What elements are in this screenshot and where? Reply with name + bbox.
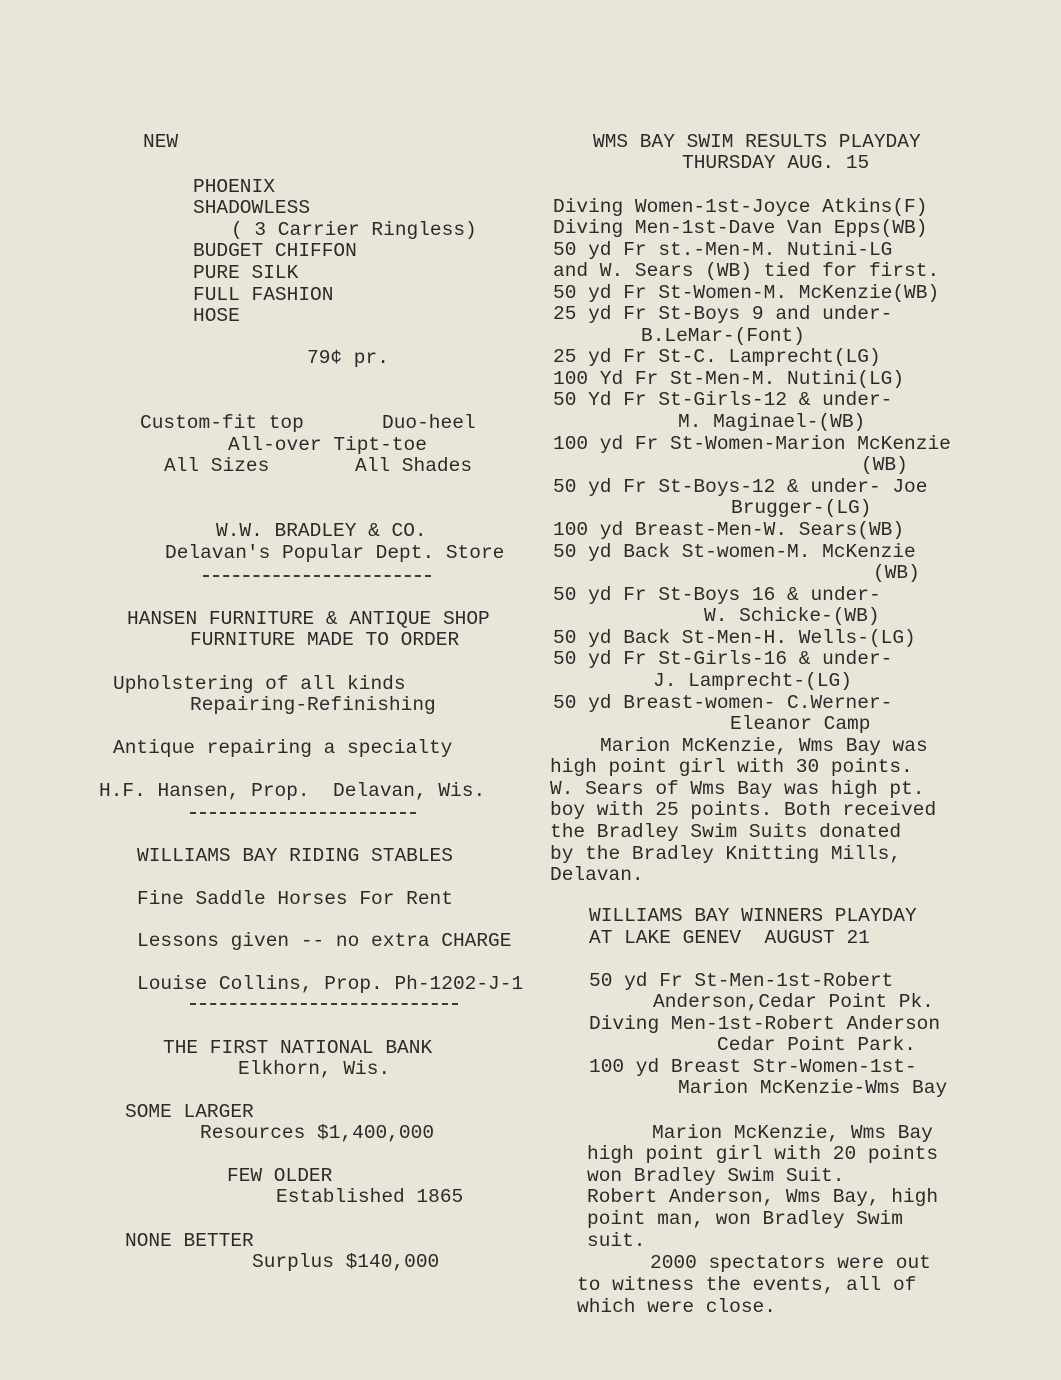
result-line: 25 yd Fr St-C. Lamprecht(LG): [553, 346, 881, 368]
hose-line: FULL FASHION: [193, 284, 334, 306]
stables-line: Fine Saddle Horses For Rent: [137, 888, 453, 910]
winners-heading: AT LAKE GENEV AUGUST 21: [589, 927, 870, 949]
bank-line: THE FIRST NATIONAL BANK: [163, 1037, 433, 1059]
bank-line: NONE BETTER: [125, 1230, 254, 1252]
summary-line: W. Sears of Wms Bay was high pt.: [550, 778, 925, 800]
bradley-tagline: Delavan's Popular Dept. Store: [165, 542, 505, 564]
hansen-line: H.F. Hansen, Prop. Delavan, Wis.: [99, 780, 486, 802]
result-line: 25 yd Fr St-Boys 9 and under-: [553, 303, 893, 325]
bank-line: FEW OLDER: [227, 1165, 333, 1187]
winners-heading: WILLIAMS BAY WINNERS PLAYDAY: [589, 905, 917, 927]
bank-line: Established 1865: [276, 1186, 464, 1208]
summary-line: Robert Anderson, Wms Bay, high: [587, 1186, 939, 1208]
summary-line: to witness the events, all of: [577, 1274, 917, 1296]
bank-line: Resources $1,400,000: [200, 1122, 435, 1144]
result-line: (WB): [873, 562, 920, 584]
hansen-line: Repairing-Refinishing: [190, 694, 436, 716]
result-line: 50 yd Fr st.-Men-M. Nutini-LG: [553, 239, 893, 261]
feature-item: All-over Tipt-toe: [228, 434, 427, 456]
result-line: 50 yd Fr St-Women-M. McKenzie(WB): [553, 282, 940, 304]
hose-line: SHADOWLESS: [193, 197, 311, 219]
hansen-line: HANSEN FURNITURE & ANTIQUE SHOP: [127, 608, 490, 630]
result-line: Diving Women-1st-Joyce Atkins(F): [553, 196, 928, 218]
section-divider: [203, 575, 431, 577]
hose-line: PHOENIX: [193, 176, 275, 198]
hose-price: 79¢ pr.: [307, 347, 389, 369]
feature-item: All Shades: [355, 455, 473, 477]
result-line: B.LeMar-(Font): [641, 325, 805, 347]
summary-line: suit.: [587, 1230, 646, 1252]
hansen-line: FURNITURE MADE TO ORDER: [190, 629, 460, 651]
bank-line: SOME LARGER: [125, 1101, 254, 1123]
hansen-line: Antique repairing a specialty: [113, 737, 453, 759]
winner-line: 100 yd Breast Str-Women-1st-: [589, 1056, 917, 1078]
summary-line: the Bradley Swim Suits donated: [550, 821, 902, 843]
summary-line: 2000 spectators were out: [650, 1252, 931, 1274]
results-heading: THURSDAY AUG. 15: [682, 152, 870, 174]
result-line: and W. Sears (WB) tied for first.: [553, 260, 940, 282]
summary-line: Marion McKenzie, Wms Bay: [652, 1122, 933, 1144]
result-line: Diving Men-1st-Dave Van Epps(WB): [553, 217, 928, 239]
summary-line: point man, won Bradley Swim: [587, 1208, 903, 1230]
summary-line: which were close.: [577, 1296, 776, 1318]
section-divider: [190, 1003, 458, 1005]
result-line: M. Maginael-(WB): [678, 411, 866, 433]
winner-line: Anderson,Cedar Point Pk.: [653, 991, 934, 1013]
feature-item: All Sizes: [164, 455, 270, 477]
result-line: W. Schicke-(WB): [704, 605, 880, 627]
summary-line: Marion McKenzie, Wms Bay was: [600, 735, 928, 757]
result-line: 50 yd Back St-women-M. McKenzie: [553, 541, 916, 563]
feature-item: Duo-heel: [382, 412, 476, 434]
feature-item: Custom-fit top: [140, 412, 304, 434]
hansen-line: Upholstering of all kinds: [113, 673, 406, 695]
hose-line: HOSE: [193, 305, 240, 327]
winner-line: Diving Men-1st-Robert Anderson: [589, 1013, 941, 1035]
summary-line: boy with 25 points. Both received: [550, 799, 937, 821]
result-line: J. Lamprecht-(LG): [653, 670, 852, 692]
result-line: (WB): [861, 454, 908, 476]
result-line: Eleanor Camp: [730, 713, 871, 735]
results-heading: WMS BAY SWIM RESULTS PLAYDAY: [593, 131, 921, 153]
result-line: 50 yd Back St-Men-H. Wells-(LG): [553, 627, 916, 649]
winner-line: 50 yd Fr St-Men-1st-Robert: [589, 970, 894, 992]
summary-line: high point girl with 20 points: [587, 1143, 939, 1165]
summary-line: Delavan.: [550, 864, 644, 886]
result-line: 50 Yd Fr St-Girls-12 & under-: [553, 389, 893, 411]
result-line: 50 yd Fr St-Boys 16 & under-: [553, 584, 881, 606]
bank-line: Elkhorn, Wis.: [238, 1058, 391, 1080]
result-line: 50 yd Fr St-Boys-12 & under- Joe: [553, 476, 928, 498]
result-line: 100 yd Breast-Men-W. Sears(WB): [553, 519, 905, 541]
stables-line: Louise Collins, Prop. Ph-1202-J-1: [137, 973, 524, 995]
bradley-name: W.W. BRADLEY & CO.: [216, 520, 427, 542]
bank-line: Surplus $140,000: [252, 1251, 440, 1273]
winner-line: Cedar Point Park.: [717, 1034, 916, 1056]
summary-line: by the Bradley Knitting Mills,: [550, 843, 902, 865]
hose-line: BUDGET CHIFFON: [193, 240, 357, 262]
stables-line: Lessons given -- no extra CHARGE: [137, 930, 512, 952]
result-line: 100 yd Fr St-Women-Marion McKenzie: [553, 433, 951, 455]
result-line: 100 Yd Fr St-Men-M. Nutini(LG): [553, 368, 905, 390]
stables-line: WILLIAMS BAY RIDING STABLES: [137, 845, 453, 867]
new-label: NEW: [143, 131, 179, 153]
result-line: 50 yd Fr St-Girls-16 & under-: [553, 648, 893, 670]
summary-line: won Bradley Swim Suit.: [587, 1165, 845, 1187]
summary-line: high point girl with 30 points.: [550, 756, 913, 778]
section-divider: [190, 812, 416, 814]
hose-line: ( 3 Carrier Ringless): [231, 219, 477, 241]
result-line: 50 yd Breast-women- C.Werner-: [553, 692, 893, 714]
winner-line: Marion McKenzie-Wms Bay: [678, 1077, 948, 1099]
result-line: Brugger-(LG): [731, 497, 872, 519]
hose-line: PURE SILK: [193, 262, 299, 284]
